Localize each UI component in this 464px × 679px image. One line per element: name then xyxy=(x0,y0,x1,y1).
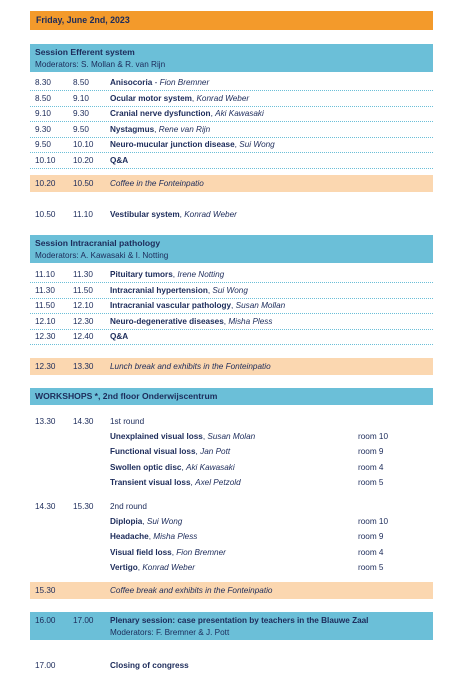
workshop-room: room 9 xyxy=(358,447,384,457)
talk-speaker: Sui Wong xyxy=(212,285,248,295)
talk-title xyxy=(110,139,275,150)
workshop-item xyxy=(110,531,197,542)
workshop-speaker: Sui Wong xyxy=(146,517,183,526)
workshop-room: room 5 xyxy=(358,562,384,572)
talk-separator: , xyxy=(191,93,197,103)
workshop-speaker: Aki Kawasaki xyxy=(186,462,235,472)
day-header: Friday, June 2nd, 2023 xyxy=(36,15,130,25)
talk-speaker: Rene van Rijn xyxy=(158,124,211,134)
talk-speaker: Irene Notting xyxy=(177,270,225,279)
talk-speaker: Fion Bremner xyxy=(159,78,210,87)
workshop-item xyxy=(110,462,235,473)
vestibular-talk: Vestibular system, Konrad Weber xyxy=(110,210,237,219)
workshop-separator: , xyxy=(190,477,196,487)
session-title: Session Efferent system xyxy=(35,47,135,57)
plenary-start: 16.00 xyxy=(35,616,56,625)
workshop-room: room 10 xyxy=(358,432,389,441)
talk-start: 11.50 xyxy=(35,301,55,310)
workshop-topic: Transient visual loss xyxy=(110,477,191,487)
round1-start: 13.30 xyxy=(35,417,56,426)
row-divider xyxy=(30,344,433,345)
row-divider xyxy=(30,90,433,91)
round2-start: 14.30 xyxy=(35,502,56,511)
talk-title xyxy=(110,316,272,327)
talk-topic: Pituitary tumors xyxy=(110,270,173,279)
workshop-item xyxy=(110,547,226,558)
coffee-end: 10.50 xyxy=(73,179,94,188)
workshop-separator: , xyxy=(142,517,147,526)
talk-topic: Cranial nerve dysfunction xyxy=(110,109,211,118)
plenary-title: Plenary session: case presentation by teachers in the Blauwe Zaal xyxy=(110,616,369,625)
workshop-item xyxy=(110,516,182,527)
talk-start: 11.10 xyxy=(35,270,55,279)
workshop-room: room 5 xyxy=(358,477,384,487)
workshop-speaker: Misha Pless xyxy=(153,532,198,542)
workshop-topic: Unexplained visual loss xyxy=(110,432,203,441)
talk-title xyxy=(110,269,224,280)
talk-topic: Q&A xyxy=(110,332,129,341)
talk-title xyxy=(110,124,210,135)
talk-end: 9.50 xyxy=(73,124,89,134)
round1-label: 1st round xyxy=(110,417,145,426)
talk-topic: Q&A xyxy=(110,155,129,165)
talk-title xyxy=(110,108,264,119)
talk-topic: Nystagmus xyxy=(110,124,155,134)
workshop-room: room 4 xyxy=(358,462,384,472)
talk-separator: , xyxy=(231,301,236,310)
workshop-speaker: Axel Petzold xyxy=(195,477,241,487)
coffee2-start: 15.30 xyxy=(35,586,56,595)
session-moderators: Moderators: S. Mollan & R. van Rijn xyxy=(35,60,166,69)
round2-end: 15.30 xyxy=(73,502,94,511)
row-divider xyxy=(30,282,433,283)
row-divider xyxy=(30,121,433,122)
talk-speaker: Susan Mollan xyxy=(235,301,286,310)
lunch-label: Lunch break and exhibits in the Fonteinpatio xyxy=(110,362,271,371)
workshop-speaker: Jan Pott xyxy=(200,447,231,457)
talk-topic: Neuro-mucular junction disease xyxy=(110,140,235,149)
workshop-item xyxy=(110,562,195,573)
talk-topic: Anisocoria xyxy=(110,78,153,87)
row-divider xyxy=(30,137,433,138)
talk-title xyxy=(110,285,248,296)
talk-speaker: Aki Kawasaki xyxy=(215,109,264,118)
talk-title xyxy=(110,93,249,104)
workshop-room: room 10 xyxy=(358,517,389,526)
talk-separator: , xyxy=(223,316,229,326)
workshop-topic: Diplopia xyxy=(110,517,143,526)
coffee-start: 10.20 xyxy=(35,179,56,188)
talk-end: 12.40 xyxy=(73,332,94,341)
round1-end: 14.30 xyxy=(73,417,94,426)
talk-start: 12.30 xyxy=(35,332,56,341)
lunch-start: 12.30 xyxy=(35,362,56,371)
session-title: Session Intracranial pathology xyxy=(35,238,161,248)
workshop-topic: Vertigo xyxy=(110,562,138,572)
plenary-moderators: Moderators: F. Bremner & J. Pott xyxy=(110,628,230,637)
coffee2-label: Coffee break and exhibits in the Fonteinpatio xyxy=(110,586,273,595)
talk-start: 8.50 xyxy=(35,93,51,103)
talk-start: 9.30 xyxy=(35,124,51,134)
talk-end: 11.30 xyxy=(73,270,93,279)
talk-separator: , xyxy=(172,270,178,279)
closing-time: 17.00 xyxy=(35,661,56,670)
lunch-end: 13.30 xyxy=(73,362,94,371)
talk-start: 12.10 xyxy=(35,316,56,326)
row-divider xyxy=(30,298,433,299)
talk-speaker: Konrad Weber xyxy=(196,93,250,103)
row-divider xyxy=(30,313,433,314)
talk-end: 10.10 xyxy=(73,140,94,149)
talk-start: 10.10 xyxy=(35,155,56,165)
session-moderators: Moderators: A. Kawasaki & I. Notting xyxy=(35,251,169,260)
workshop-topic: Visual field loss xyxy=(110,547,172,557)
workshop-separator: , xyxy=(137,562,143,572)
workshop-speaker: Konrad Weber xyxy=(142,562,195,572)
workshop-separator: , xyxy=(181,462,186,472)
closing-label: Closing of congress xyxy=(110,661,189,670)
talk-separator: , xyxy=(207,285,213,295)
talk-end: 10.20 xyxy=(73,155,94,165)
workshop-topic: Swollen optic disc xyxy=(110,462,182,472)
plenary-end: 17.00 xyxy=(73,616,94,625)
talk-start: 9.10 xyxy=(35,109,51,118)
talk-topic: Intracranial hypertension xyxy=(110,285,208,295)
talk-end: 9.30 xyxy=(73,109,89,118)
talk-end: 8.50 xyxy=(73,78,89,87)
talk-title xyxy=(110,77,209,88)
talk-topic: Intracranial vascular pathology xyxy=(110,301,232,310)
talk-separator: , xyxy=(210,109,216,118)
talk-topic: Ocular motor system xyxy=(110,93,192,103)
talk-end: 12.10 xyxy=(73,301,94,310)
workshop-separator: , xyxy=(148,532,154,542)
row-divider xyxy=(30,152,433,153)
workshop-room: room 4 xyxy=(358,547,384,557)
talk-end: 9.10 xyxy=(73,93,89,103)
round2-label: 2nd round xyxy=(110,502,147,511)
workshop-topic: Functional visual loss xyxy=(110,447,196,457)
talk-topic: Neuro-degenerative diseases xyxy=(110,316,224,326)
talk-start: 11.30 xyxy=(35,285,55,295)
row-divider xyxy=(30,168,433,169)
workshop-separator: , xyxy=(171,547,177,557)
row-divider xyxy=(30,329,433,330)
talk-end: 11.50 xyxy=(73,285,93,295)
talk-separator: , xyxy=(234,140,240,149)
vestibular-start: 10.50 xyxy=(35,210,56,219)
workshop-speaker: Fion Bremner xyxy=(176,547,226,557)
talk-start: 9.50 xyxy=(35,140,51,149)
workshop-topic: Headache xyxy=(110,532,149,542)
talk-title xyxy=(110,300,285,311)
talk-start: 8.30 xyxy=(35,78,51,87)
row-divider xyxy=(30,106,433,107)
workshop-item xyxy=(110,431,255,442)
talk-end: 12.30 xyxy=(73,316,94,326)
workshop-separator: , xyxy=(195,447,201,457)
talk-speaker: Sui Wong xyxy=(239,140,275,149)
workshop-item xyxy=(110,446,230,457)
workshop-speaker: Susan Molan xyxy=(207,432,256,441)
vestibular-end: 11.10 xyxy=(73,210,93,219)
talk-speaker: Misha Pless xyxy=(228,316,273,326)
talk-title xyxy=(110,155,128,166)
workshop-separator: , xyxy=(202,432,208,441)
talk-separator: - xyxy=(152,78,160,87)
workshop-item xyxy=(110,477,241,488)
coffee-label: Coffee in the Fonteinpatio xyxy=(110,179,204,188)
talk-separator: , xyxy=(154,124,159,134)
workshops-title: WORKSHOPS *, 2nd floor Onderwijscentrum xyxy=(35,391,218,401)
talk-title xyxy=(110,331,128,342)
workshop-room: room 9 xyxy=(358,532,384,542)
